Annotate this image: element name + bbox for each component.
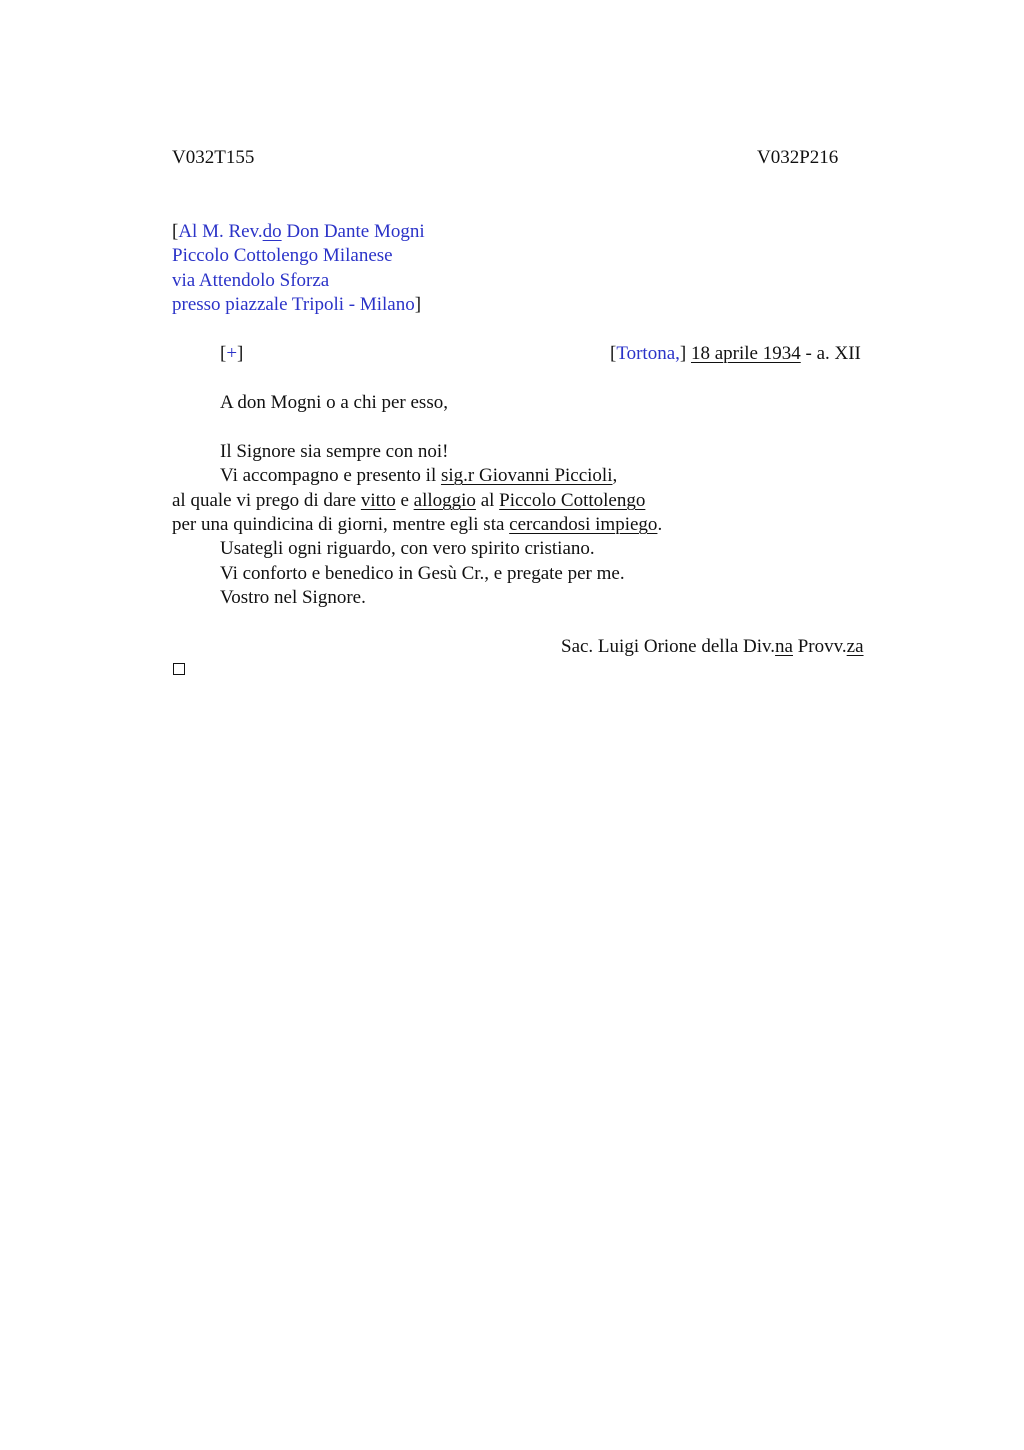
address-line-4: presso piazzale Tripoli - Milano] [172, 294, 422, 315]
empty-square-icon [173, 663, 185, 675]
body-line-2: Vi accompagno e presento il sig.r Giovanni Piccioli, [220, 465, 618, 486]
dateline: [Tortona,] 18 aprile 1934 - a. XII [610, 343, 861, 364]
body-line-6: Vi conforto e benedico in Gesù Cr., e pregate per me. [220, 563, 625, 584]
body-line-7: Vostro nel Signore. [220, 587, 366, 608]
page-code-right: V032P216 [757, 147, 839, 168]
document-code-left: V032T155 [172, 147, 255, 168]
body-line-1: Il Signore sia sempre con noi! [220, 441, 449, 462]
signature: Sac. Luigi Orione della Div.na Provv.za [561, 636, 864, 657]
body-line-5: Usategli ogni riguardo, con vero spirito cristiano. [220, 538, 595, 559]
address-line-2: Piccolo Cottolengo Milanese [172, 245, 393, 266]
address-line-3: via Attendolo Sforza [172, 270, 330, 291]
body-line-4: per una quindicina di giorni, mentre egli sta cercandosi impiego. [172, 514, 663, 535]
body-line-3: al quale vi prego di dare vitto e alloggio al Piccolo Cottolengo [172, 490, 646, 511]
address-line-1: [Al M. Rev.do Don Dante Mogni [172, 221, 425, 242]
salutation: A don Mogni o a chi per esso, [220, 392, 448, 413]
cross-mark: [+] [220, 343, 244, 364]
date-text: 18 aprile 1934 [690, 343, 801, 364]
